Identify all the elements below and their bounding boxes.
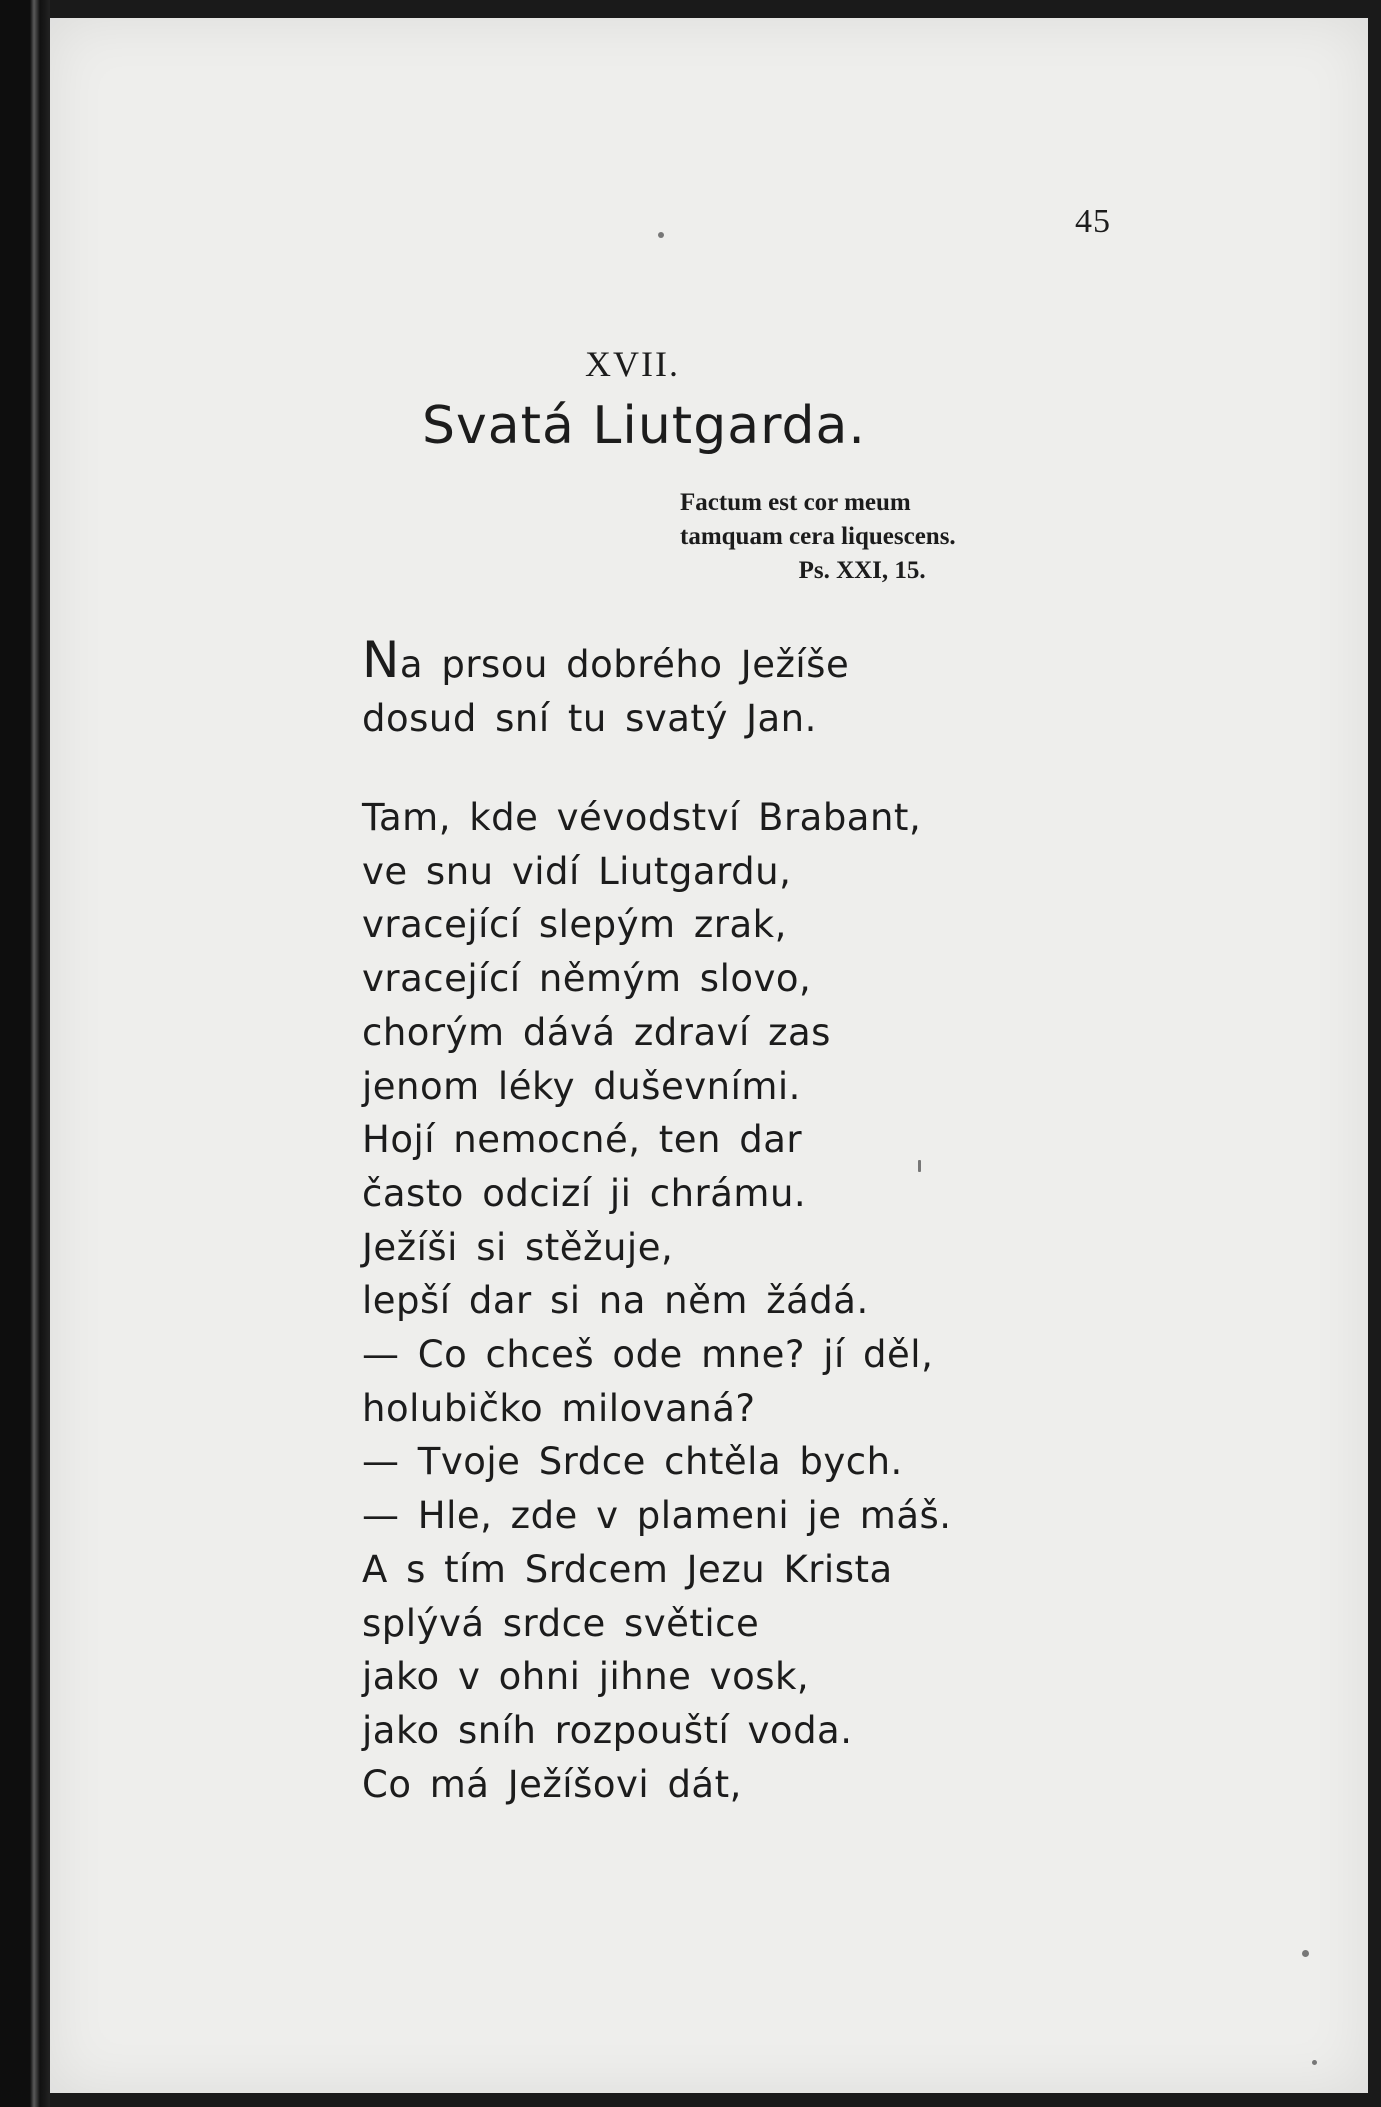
poem-line: Tam, kde vévodství Brabant,: [362, 796, 922, 839]
poem-line: splývá srdce světice: [362, 1601, 760, 1645]
poem-line: — Tvoje Srdce chtěla bych.: [362, 1440, 903, 1484]
epigraph-line: tamquam cera liquescens.: [680, 523, 956, 550]
drop-cap: N: [362, 631, 400, 689]
paper-speck: [918, 1160, 921, 1172]
poem-line: holubičko milovaná?: [362, 1386, 756, 1430]
poem-line: [362, 631, 850, 692]
paper-speck: [1302, 1950, 1309, 1957]
poem-line: Hojí nemocné, ten dar: [362, 1118, 803, 1162]
paper-speck: [1312, 2060, 1317, 2065]
book-binding-edge: [0, 0, 50, 2107]
poem-line: jenom léky duševními.: [362, 1064, 801, 1108]
paper-speck: [658, 232, 664, 238]
poem-line: jako sníh rozpouští voda.: [362, 1708, 853, 1752]
poem-line: často odcizí ji chrámu.: [362, 1171, 807, 1215]
poem-line: A s tím Srdcem Jezu Krista: [362, 1547, 893, 1591]
poem-line-text: a prsou dobrého Ježíše: [399, 643, 850, 686]
page-number: 45: [1075, 203, 1111, 240]
poem-line: jako v ohni jihne vosk,: [362, 1655, 810, 1699]
epigraph-line: Factum est cor meum: [680, 489, 911, 516]
epigraph: [680, 486, 956, 588]
poem-line: vracející slepým zrak,: [362, 903, 787, 947]
chapter-title: Svatá Liutgarda.: [422, 396, 866, 456]
poem-line: Ježíši si stěžuje,: [362, 1225, 674, 1269]
poem-line: — Hle, zde v plameni je máš.: [362, 1494, 952, 1538]
epigraph-source: Ps. XXI, 15.: [798, 557, 926, 584]
poem-line: chorým dává zdraví zas: [362, 1010, 831, 1054]
chapter-number: XVII.: [585, 344, 680, 384]
poem-stanza-1: [362, 631, 850, 745]
poem-line: dosud sní tu svatý Jan.: [362, 696, 817, 740]
poem-stanza-2: [362, 791, 952, 1811]
poem-line: lepší dar si na něm žádá.: [362, 1279, 869, 1323]
book-page: [50, 18, 1368, 2093]
poem-line: — Co chceš ode mne? jí děl,: [362, 1333, 934, 1377]
poem-line: ve snu vidí Liutgardu,: [362, 849, 792, 893]
poem-line: Co má Ježíšovi dát,: [362, 1762, 742, 1806]
poem-line: vracející němým slovo,: [362, 957, 812, 1001]
